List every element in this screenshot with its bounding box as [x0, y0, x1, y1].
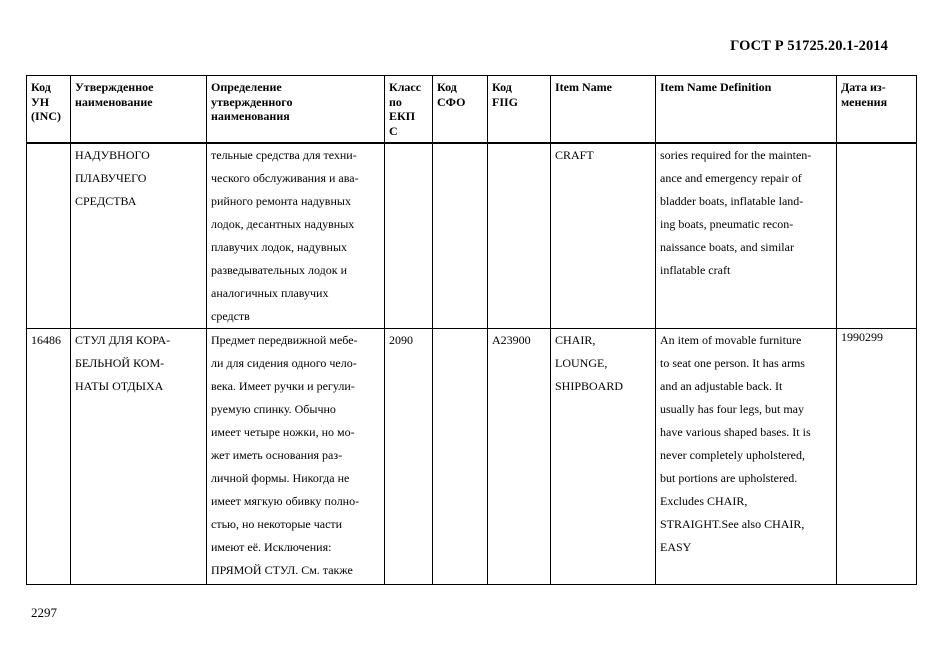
- cell-line: ing boats, pneumatic recon-: [660, 217, 794, 231]
- header-line: ЕКП: [389, 109, 416, 123]
- cell-class: [385, 143, 433, 329]
- cell-line: разведывательных лодок и: [211, 263, 348, 277]
- header-line: УН: [31, 94, 50, 109]
- cell-line: руемую спинку. Обычно: [211, 402, 336, 416]
- cell-line: рийного ремонта надувных: [211, 194, 351, 208]
- cell-line: аналогичных плавучих: [211, 286, 329, 300]
- col-sfo-header: [433, 76, 488, 144]
- cell-line: ли для сидения одного чело-: [211, 356, 357, 370]
- cell-line: inflatable craft: [660, 263, 731, 277]
- cell-date: [837, 329, 917, 585]
- cell-line: Предмет передвижной мебе-: [211, 333, 358, 347]
- header-line: С: [389, 123, 398, 138]
- header-line: наименования: [211, 109, 290, 123]
- col-item-definition-header: [656, 76, 837, 144]
- cell-line: usually has four legs, but may: [660, 402, 804, 416]
- table-row: [27, 329, 917, 585]
- col-inc-header: [27, 76, 71, 144]
- table-row: [27, 143, 917, 329]
- cell-line: to seat one person. It has arms: [660, 356, 805, 370]
- cell-line: стью, но некоторые части: [211, 517, 343, 531]
- cell-line: EASY: [660, 540, 692, 554]
- cell-line: лодок, десантных надувных: [211, 217, 355, 231]
- header-line: утвержденного: [211, 94, 293, 109]
- cell-fiig: [488, 143, 551, 329]
- cell-definition: [207, 329, 385, 585]
- header-line: Класс: [389, 80, 422, 94]
- header-line: по: [389, 94, 402, 109]
- cell-inc: [27, 143, 71, 329]
- header-line: Код: [492, 80, 512, 94]
- cell-line: naissance boats, and similar: [660, 240, 794, 254]
- cell-line: имеет мягкую обивку полно-: [211, 494, 360, 508]
- cell-line: ance and emergency repair of: [660, 171, 802, 185]
- cell-line: CHAIR,: [555, 333, 596, 347]
- cell-inc: [27, 329, 71, 585]
- cell-line: Excludes CHAIR,: [660, 494, 748, 508]
- col-date-header: [837, 76, 917, 144]
- header-line: менения: [841, 94, 888, 109]
- header-row: [27, 76, 917, 144]
- cell-item-name: [551, 143, 656, 329]
- cell-date: [837, 143, 917, 329]
- cell-line: СТУЛ ДЛЯ КОРА-: [75, 333, 171, 347]
- header-line: Утвержденное: [75, 80, 154, 94]
- cell-line: жет иметь основания раз-: [211, 448, 343, 462]
- col-class-header: [385, 76, 433, 144]
- cell-name: [71, 329, 207, 585]
- cell-line: have various shaped bases. It is: [660, 425, 811, 439]
- col-item-name-header: [551, 76, 656, 144]
- cell-class: [385, 329, 433, 585]
- cell-line: средств: [211, 309, 250, 323]
- cell-line: LOUNGE,: [555, 356, 608, 370]
- classification-table: [26, 75, 917, 585]
- cell-line: but portions are upholstered.: [660, 471, 798, 485]
- cell-line: bladder boats, inflatable land-: [660, 194, 804, 208]
- cell-line: never completely upholstered,: [660, 448, 805, 462]
- cell-value: 1990299: [841, 330, 883, 344]
- cell-line: and an adjustable back. It: [660, 379, 783, 393]
- cell-item-def: [656, 329, 837, 585]
- cell-line: НАДУВНОГО: [75, 148, 150, 162]
- header-line: Код: [31, 80, 51, 94]
- header-line: (INC): [31, 109, 61, 123]
- cell-sfo: [433, 143, 488, 329]
- cell-line: sories required for the mainten-: [660, 148, 812, 162]
- header-line: FIIG: [492, 94, 519, 109]
- cell-line: века. Имеет ручки и регули-: [211, 379, 355, 393]
- cell-item-name: [551, 329, 656, 585]
- document-code: ГОСТ Р 51725.20.1-2014: [730, 38, 888, 54]
- cell-line: личной формы. Никогда не: [211, 471, 350, 485]
- cell-item-def: [656, 143, 837, 329]
- cell-value: A23900: [492, 333, 531, 347]
- cell-definition: [207, 143, 385, 329]
- page-number: 2297: [31, 605, 57, 620]
- cell-line: имеют её. Исключения:: [211, 540, 332, 554]
- cell-line: имеет четыре ножки, но мо-: [211, 425, 355, 439]
- cell-value: 2090: [389, 333, 413, 347]
- cell-line: SHIPBOARD: [555, 379, 624, 393]
- cell-line: An item of movable furniture: [660, 333, 802, 347]
- col-definition-header: [207, 76, 385, 144]
- cell-line: STRAIGHT.See also CHAIR,: [660, 517, 805, 531]
- header-line: Item Name: [555, 80, 612, 94]
- cell-line: ческого обслуживания и ава-: [211, 171, 359, 185]
- cell-line: СРЕДСТВА: [75, 194, 137, 208]
- cell-line: БЕЛЬНОЙ КОМ-: [75, 356, 165, 370]
- cell-line: НАТЫ ОТДЫХА: [75, 379, 164, 393]
- header-line: Определение: [211, 80, 282, 94]
- cell-line: тельные средства для техни-: [211, 148, 357, 162]
- header-line: Код: [437, 80, 457, 94]
- cell-sfo: [433, 329, 488, 585]
- cell-name: [71, 143, 207, 329]
- header-line: Дата из-: [841, 80, 886, 94]
- header-line: наименование: [75, 94, 153, 109]
- cell-fiig: [488, 329, 551, 585]
- cell-line: плавучих лодок, надувных: [211, 240, 348, 254]
- cell-value: 16486: [31, 333, 61, 347]
- header-line: Item Name Definition: [660, 80, 772, 94]
- cell-line: ПРЯМОЙ СТУЛ. См. также: [211, 563, 353, 577]
- header-line: СФО: [437, 94, 466, 109]
- col-fiig-header: [488, 76, 551, 144]
- cell-line: CRAFT: [555, 148, 594, 162]
- cell-line: ПЛАВУЧЕГО: [75, 171, 147, 185]
- col-name-header: [71, 76, 207, 144]
